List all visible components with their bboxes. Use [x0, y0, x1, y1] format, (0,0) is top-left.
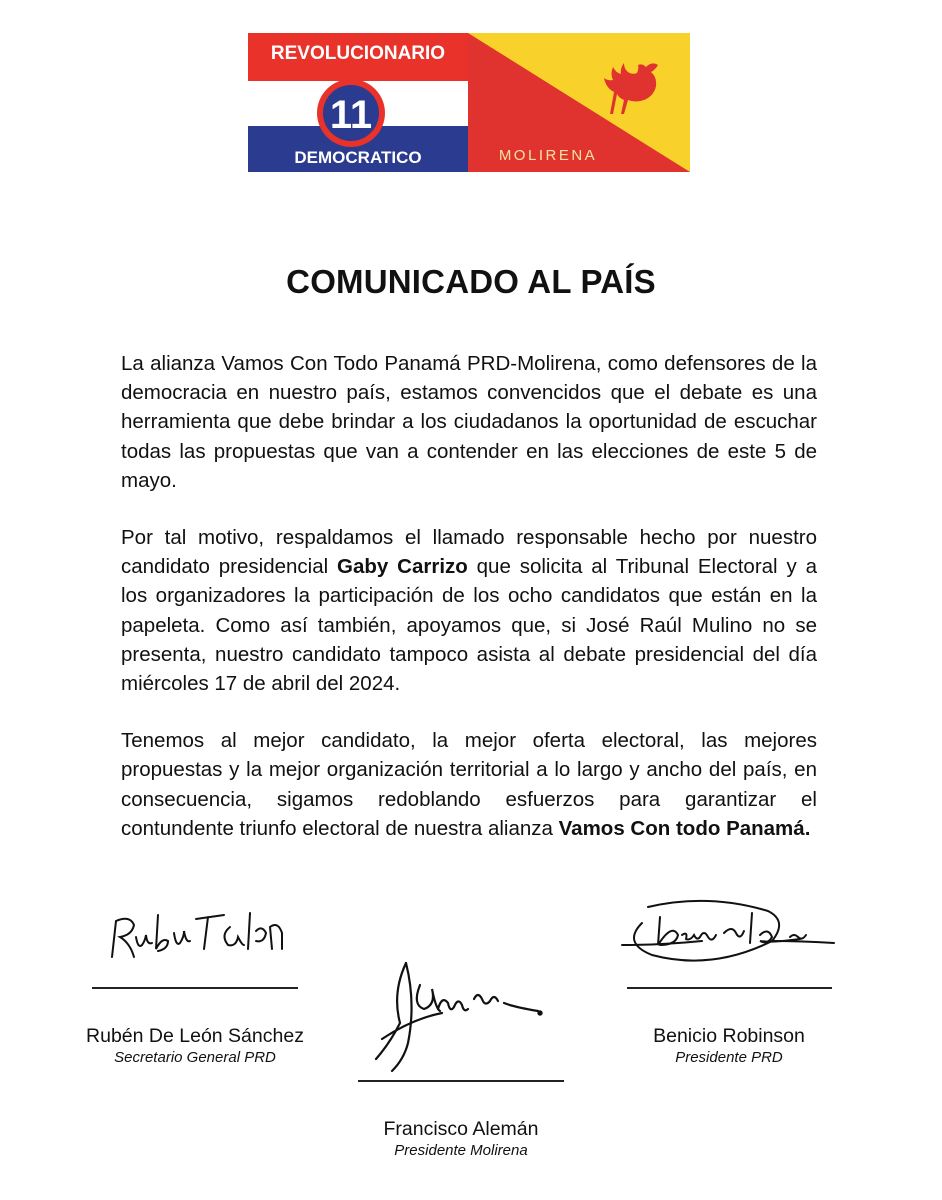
signatory-role-benicio: Presidente PRD [675, 1049, 783, 1066]
signature-line-ruben [92, 987, 298, 989]
signature-line-francisco [358, 1080, 564, 1082]
signature-francisco-image [372, 955, 552, 1075]
signatory-name-benicio: Benicio Robinson [653, 1025, 805, 1047]
paragraph-2: Por tal motivo, respaldamos el llamado responsable hecho por nuestro candidato presidencial Gaby Carrizo que solicita al Tribunal Electoral y a los organizadores la participación de los ocho candidatos que están en la papeleta. Como así también, apoyamos que, si José Raúl Mulino no se presenta, nuestro candidato tampoco asista al debate presidencial del día miércoles 17 de abril del 2024. [121, 526, 817, 696]
statement-body [121, 349, 817, 871]
logo-revolucionario-text: REVOLUCIONARIO [270, 43, 446, 64]
paragraph-1: La alianza Vamos Con Todo Panamá PRD-Molirena, como defensores de la democracia en nuestro país, estamos convencidos que el debate es una herramienta que debe brindar a los ciudadanos la oportunidad de escuchar todas las propuestas que van a contender en las elecciones de este 5 de mayo. [121, 352, 817, 492]
alliance-logo [248, 33, 690, 172]
logo-number-text: 11 [329, 93, 373, 137]
logo-molirena-text: MOLIRENA [498, 147, 598, 164]
signature-benicio-image [612, 895, 842, 985]
page-title: COMUNICADO AL PAÍS [286, 263, 656, 300]
logo-democratico-text: DEMOCRATICO [294, 148, 422, 167]
signature-line-benicio [627, 987, 832, 989]
paragraph-3: Tenemos al mejor candidato, la mejor oferta electoral, las mejores propuestas y la mejor organización territorial a lo largo y ancho del país, en consecuencia, sigamos redoblando esfuerzos para garantizar el contundente triunfo electoral de nuestra alianza Vamos Con todo Panamá. [121, 729, 817, 840]
signatory-name-ruben: Rubén De León Sánchez [86, 1025, 304, 1047]
signature-ruben-image [100, 905, 290, 965]
signatory-name-francisco: Francisco Alemán [383, 1118, 539, 1140]
signatory-role-francisco: Presidente Molirena [394, 1142, 528, 1159]
signatory-role-ruben: Secretario General PRD [114, 1049, 276, 1066]
